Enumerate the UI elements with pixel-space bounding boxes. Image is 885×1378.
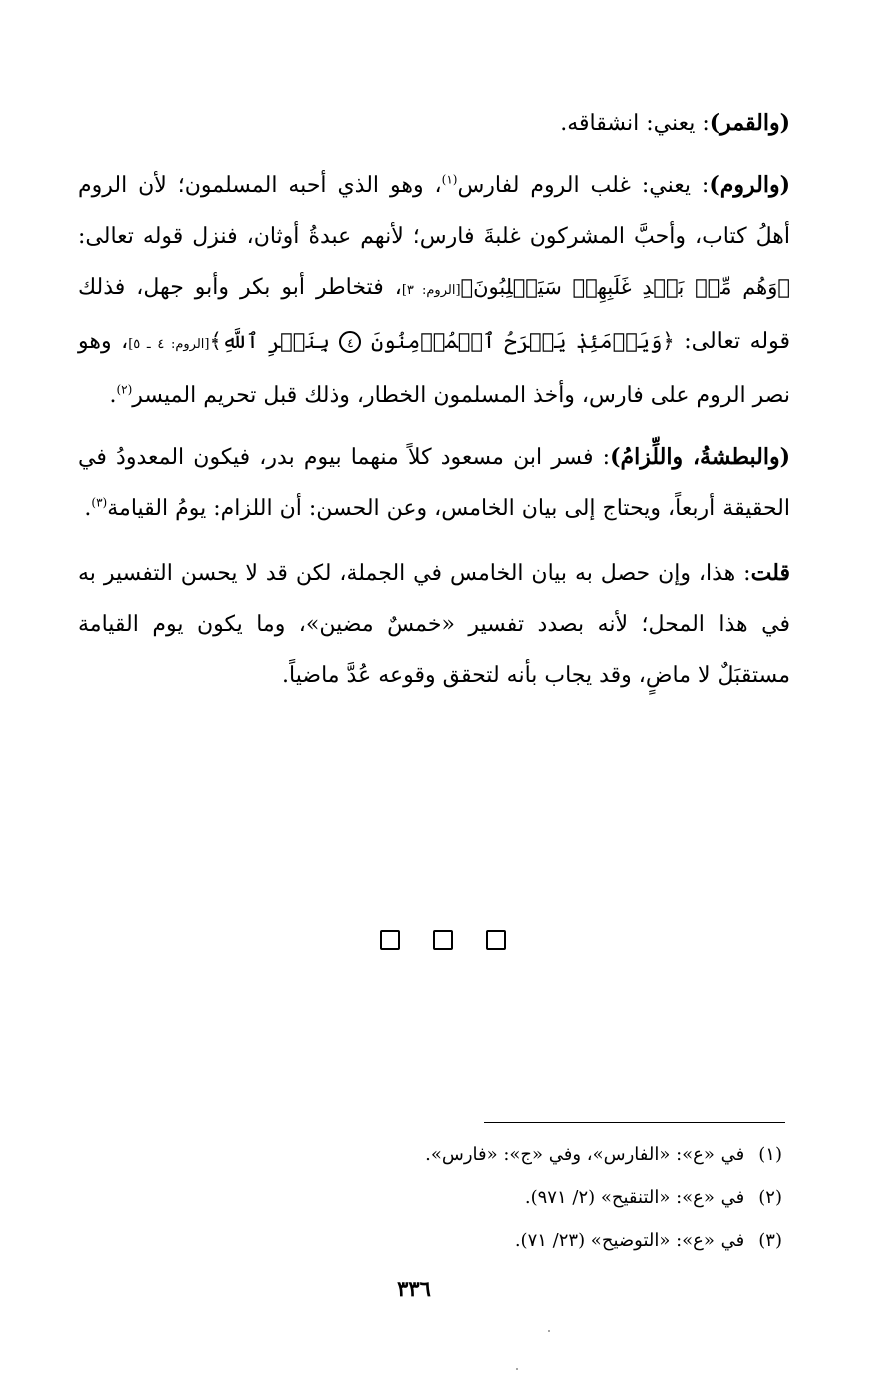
term-qultu: قلت [750,560,790,586]
quran-verse-rum-5: بِنَصۡرِ ٱللَّهِ﴾ [209,329,330,353]
main-text [78,98,790,712]
quran-verse-rum-4: ﴿وَيَوۡمَئِذٖ يَفۡرَحُ ٱلۡمُؤۡمِنُونَ [370,329,675,353]
term-rum: (والروم) [709,172,790,198]
footnote-text: في «ع»: «التنقيح» (٢/ ٩٧١). [524,1187,745,1208]
footnote-text: في «ع»: «الفارس»، وفي «ج»: «فارس». [425,1144,745,1165]
paragraph-qamar [78,98,790,149]
square-ornament-icon [486,930,506,950]
term-batsha: (والبطشةُ، واللِّزامُ) [610,444,791,470]
paragraph-rum [78,160,790,421]
page-number: ٣٣٦ [397,1276,431,1301]
section-separator [380,930,506,950]
quran-verse-rum-3: ﴿وَهُم مِّنۢ بَعۡدِ غَلَبِهِمۡ سَيَغۡلِبُونَ﴾ [460,275,790,299]
paragraph-text: ، وهو نصر الروم على فارس، وأخذ المسلمون الخطار، وذلك قبل تحريم الميسر [78,329,790,408]
paragraph-batsha [78,432,790,534]
term-qamar: (والقمر) [709,110,790,136]
scan-speck [516,1368,518,1370]
verse-reference: [الروم: ٤ ـ ٥] [128,337,210,352]
footnote-number: (١) [758,1144,782,1165]
scan-speck [548,1330,550,1332]
paragraph-text: . [109,383,117,408]
paragraph-text: ، وهو الذي أحبه المسلمون؛ لأن الروم أهلُ كتاب، وأحبَّ المشركون غلبةَ فارس؛ لأنهم عبدةُ أوثان، فنزل قوله تعالى: [78,173,791,249]
square-ornament-icon [433,930,453,950]
footnote-3 [300,1219,782,1262]
footnote-ref-2: (٢) [116,382,133,397]
paragraph-qultu [78,548,790,701]
footnote-text: في «ع»: «التوضيح» (٢٣/ ٧١). [514,1230,745,1251]
paragraph-text: . [84,496,92,521]
footnote-1 [300,1133,782,1176]
footnotes [300,1133,782,1262]
footnote-divider [484,1122,785,1123]
footnote-number: (٣) [758,1230,782,1251]
square-ornament-icon [380,930,400,950]
paragraph-text: : يعني: غلب الروم لفارس [457,173,710,198]
paragraph-text: : يعني: انشقاقه. [560,111,710,136]
verse-reference: [الروم: ٣] [401,283,461,298]
footnote-number: (٢) [758,1187,782,1208]
footnote-ref-3: (٣) [91,495,108,510]
ayah-number-icon: ٤ [339,331,361,353]
footnote-2 [300,1176,782,1219]
paragraph-text: ، فتخاطر أبو بكر وأبو جهل، فذلك قوله تعالى: [78,275,790,354]
paragraph-text: : فسر ابن مسعود كلاً منهما بيوم بدر، فيكون المعدودُ في الحقيقة أربعاً، ويحتاج إلى بيان الخامس، وعن الحسن: أن اللزام: يومُ القيامة [78,445,790,521]
footnote-ref-1: (١) [441,172,458,187]
paragraph-text: : هذا، وإن حصل به بيان الخامس في الجملة، لكن قد لا يحسن التفسير به في هذا المحل؛ لأنه بصدد تفسير «خمسٌ مضين»، وما يكون يوم القيامة مستقبَلٌ لا ماضٍ، وقد يجاب بأنه لتحقق وقوعه عُدَّ ماضياً. [78,561,790,688]
